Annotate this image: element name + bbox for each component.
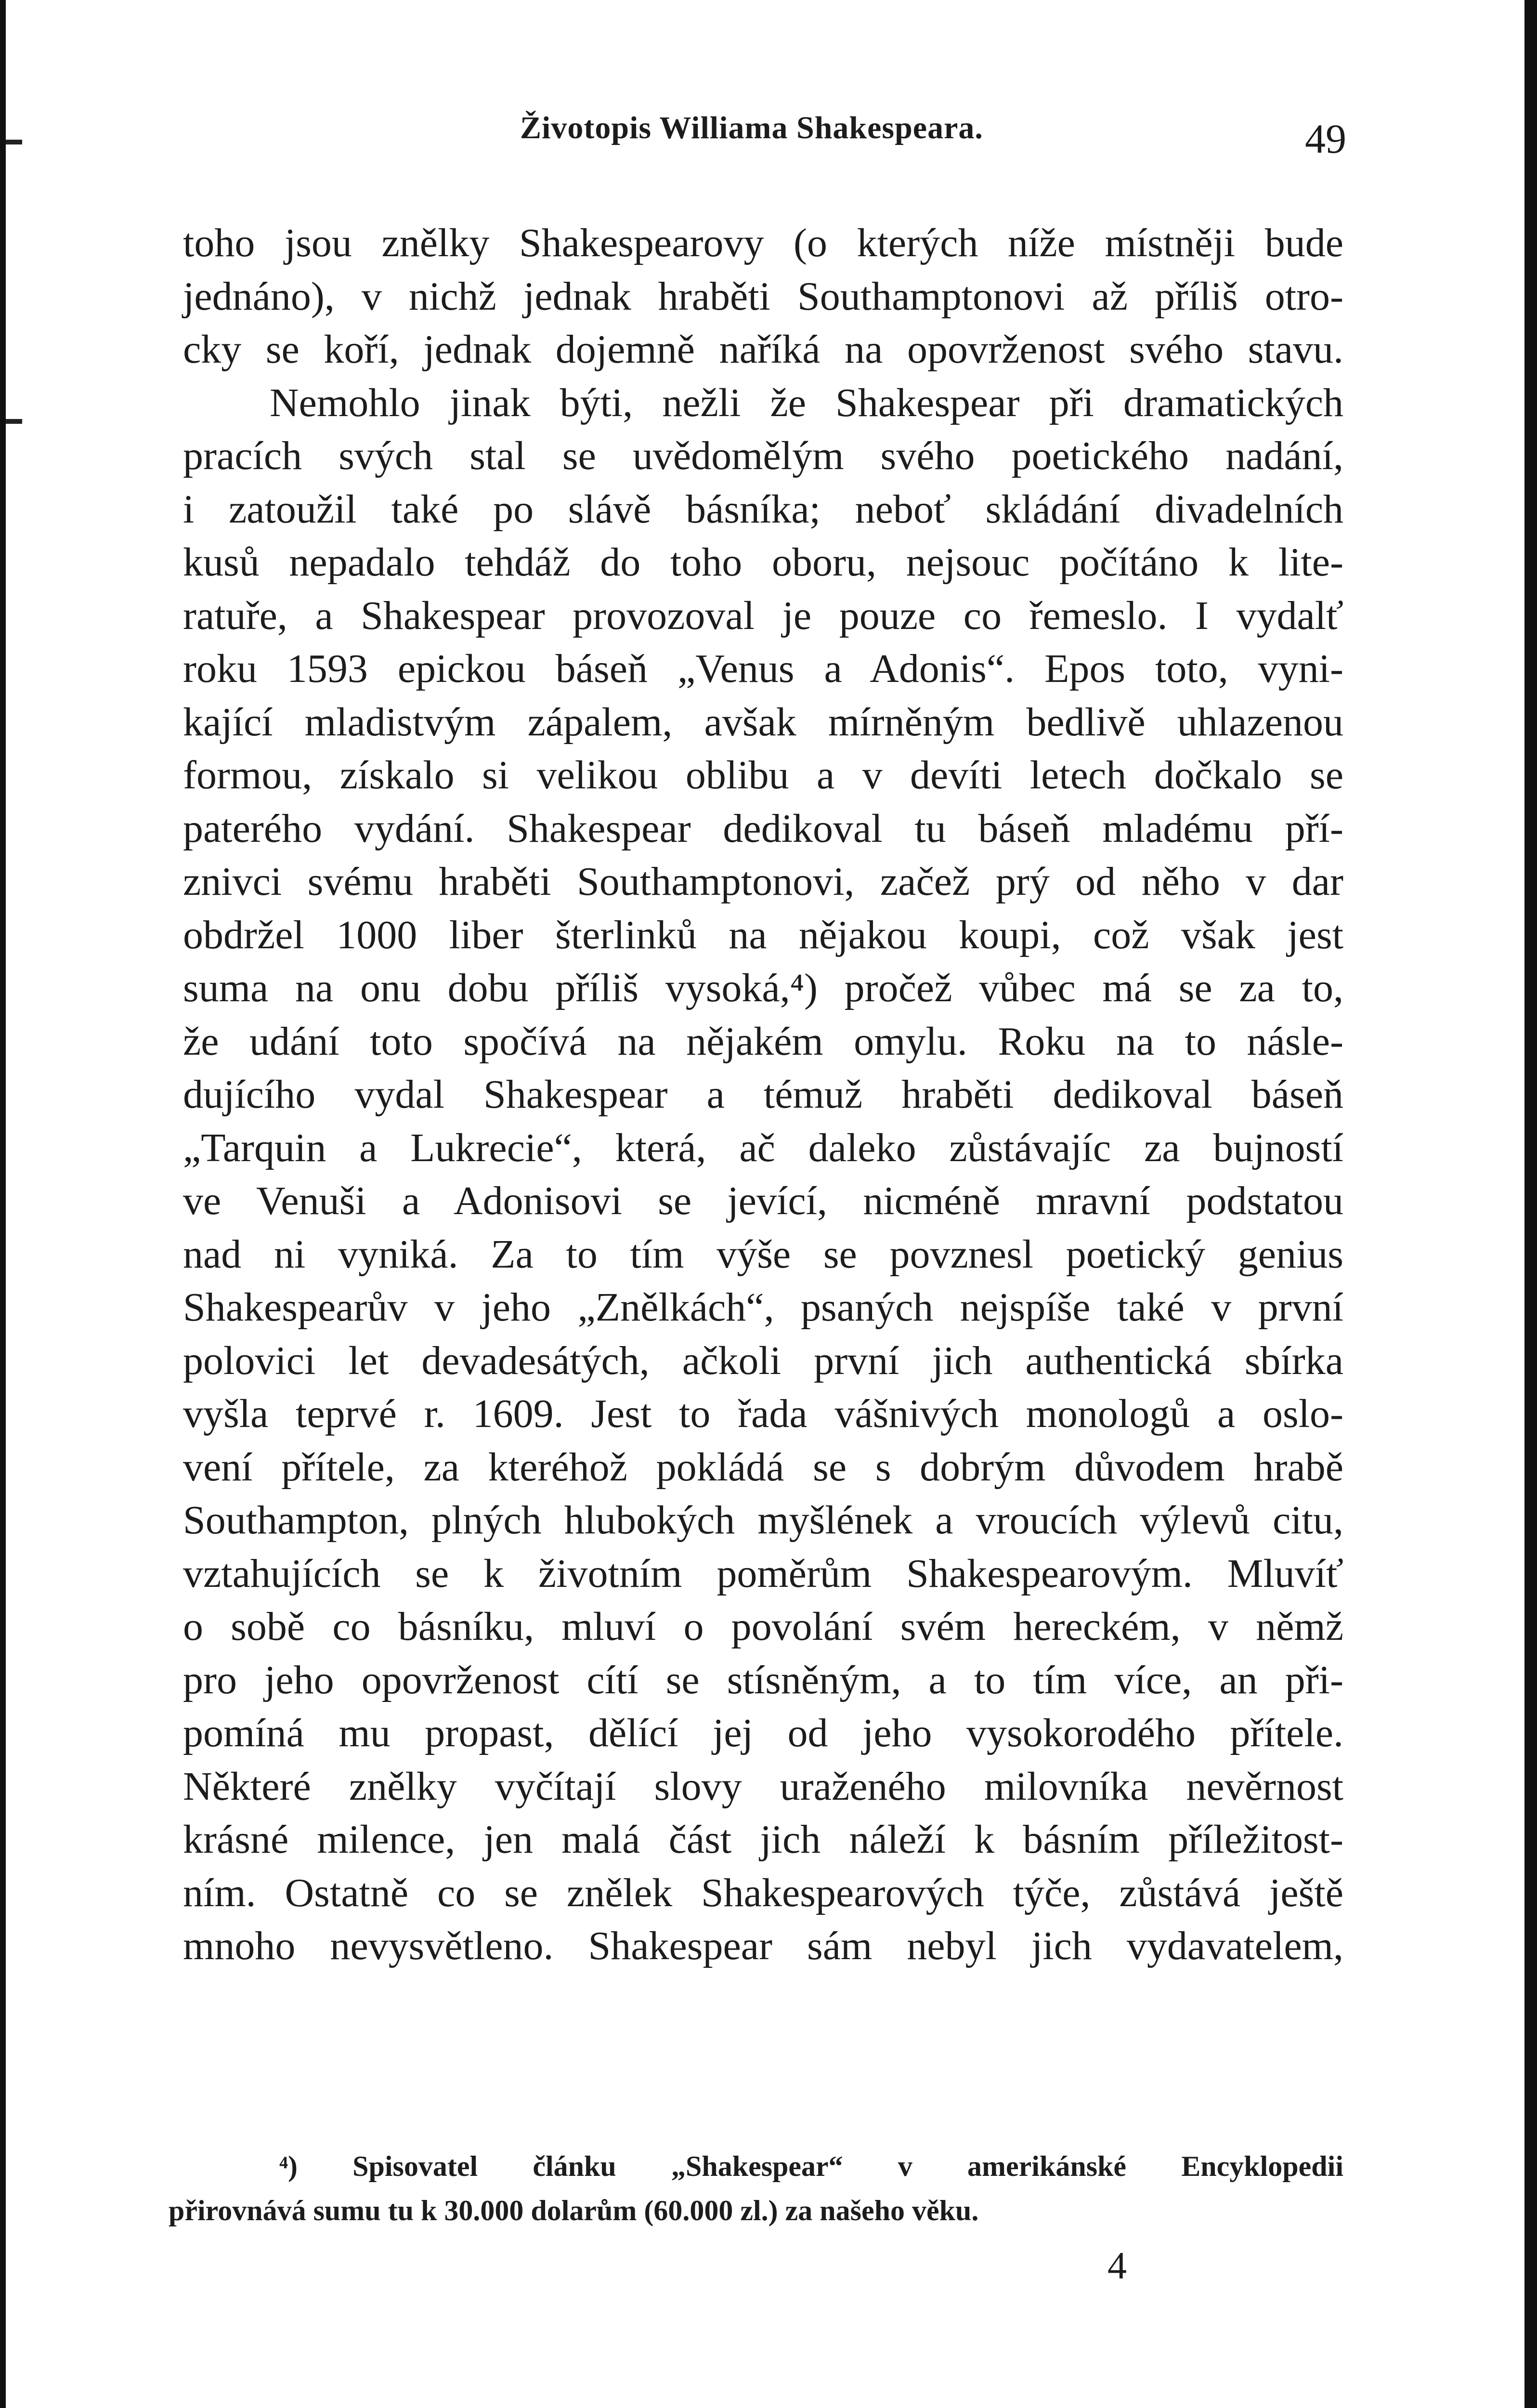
text-line: kusů nepadalo tehdáž do toho oboru, nejsouc počítáno k lite-: [183, 540, 1343, 585]
signature-mark: 4: [1107, 2245, 1127, 2287]
text-line: formou, získalo si velikou oblibu a v devíti letech dočkalo se: [183, 753, 1343, 798]
text-line: nad ni vyniká. Za to tím výše se povznesl poetický genius: [183, 1231, 1343, 1277]
text-line: dujícího vydal Shakespear a témuž hraběti dedikoval báseň: [183, 1072, 1343, 1117]
scan-edge-mark: [6, 419, 22, 424]
text-line: suma na onu dobu příliš vysoká,⁴) pročež vůbec má se za to,: [183, 966, 1343, 1010]
text-line: znivci svému hraběti Southamptonovi, začež prý od něho v dar: [183, 859, 1343, 904]
text-line: Southampton, plných hlubokých myšlének a vroucích výlevů citu,: [183, 1498, 1343, 1543]
scan-edge-right: [1524, 0, 1537, 2408]
text-line: polovici let devadesátých, ačkoli první jich authentická sbírka: [183, 1338, 1343, 1383]
main-text: [183, 217, 1343, 1973]
text-line: „Tarquin a Lukrecie“, která, ač daleko zůstávajíc za bujností: [183, 1125, 1343, 1170]
text-line: pomíná mu propast, dělící jej od jeho vysokorodého přítele.: [183, 1711, 1343, 1755]
footnote-line: přirovnává sumu tu k 30.000 dolarům (60.000 zl.) za našeho věku.: [169, 2195, 979, 2226]
footnote: [169, 2144, 1343, 2233]
text-line: ve Venuši a Adonisovi se jevící, nicméně mravní podstatou: [183, 1178, 1343, 1223]
page-number: 49: [1305, 116, 1346, 162]
text-line: paterého vydání. Shakespear dedikoval tu báseň mladému pří-: [183, 806, 1343, 851]
text-line: kající mladistvým zápalem, avšak mírněným bedlivě uhlazenou: [183, 699, 1343, 745]
text-line: i zatoužil také po slávě básníka; neboť skládání divadelních: [183, 486, 1343, 532]
text-line: vyšla teprvé r. 1609. Jest to řada vášnivých monologů a oslo-: [183, 1391, 1343, 1436]
text-line: o sobě co básníku, mluví o povolání svém hereckém, v němž: [183, 1604, 1343, 1649]
text-line: obdržel 1000 liber šterlinků na nějakou koupi, což však jest: [183, 912, 1343, 957]
text-line: že udání toto spočívá na nějakém omylu. Roku na to násle-: [183, 1019, 1343, 1064]
running-title: Životopis Williama Shakespeara.: [520, 110, 983, 145]
text-line: vztahujících se k životním poměrům Shakespearovým. Mluvíť: [183, 1551, 1343, 1596]
text-line: Nemohlo jinak býti, nežli že Shakespear při dramatických: [270, 380, 1343, 425]
text-line: roku 1593 epickou báseň „Venus a Adonis“. Epos toto, vyni-: [183, 646, 1343, 691]
text-line: Některé znělky vyčítají slovy uraženého milovníka nevěrnost: [183, 1764, 1343, 1809]
text-line: ratuře, a Shakespear provozoval je pouze co řemeslo. I vydalť: [183, 593, 1343, 638]
text-line: jednáno), v nichž jednak hraběti Southamptonovi až příliš otro-: [183, 274, 1343, 319]
text-line: pracích svých stal se uvědomělým svého poetického nadání,: [183, 433, 1343, 478]
scan-edge-left: [0, 0, 6, 2408]
scan-edge-mark: [6, 140, 22, 144]
text-line: cky se koří, jednak dojemně naříká na opovrženost svého stavu.: [183, 327, 1343, 372]
text-line: mnoho nevysvětleno. Shakespear sám nebyl jich vydavatelem,: [183, 1924, 1343, 1968]
text-line: vení přítele, za kteréhož pokládá se s dobrým důvodem hrabě: [183, 1444, 1343, 1490]
footnote-line: ⁴) Spisovatel článku „Shakespear“ v amerikánské Encyklopedii: [279, 2150, 1343, 2182]
text-line: toho jsou znělky Shakespearovy (o kterých níže místněji bude: [183, 221, 1343, 265]
text-line: Shakespearův v jeho „Znělkách“, psaných nejspíše také v první: [183, 1285, 1343, 1330]
text-line: krásné milence, jen malá část jich náleží k básním příležitost-: [183, 1817, 1343, 1862]
text-line: pro jeho opovrženost cítí se stísněným, a to tím více, an při-: [183, 1657, 1343, 1702]
text-line: ním. Ostatně co se znělek Shakespearových týče, zůstává ještě: [183, 1870, 1343, 1915]
